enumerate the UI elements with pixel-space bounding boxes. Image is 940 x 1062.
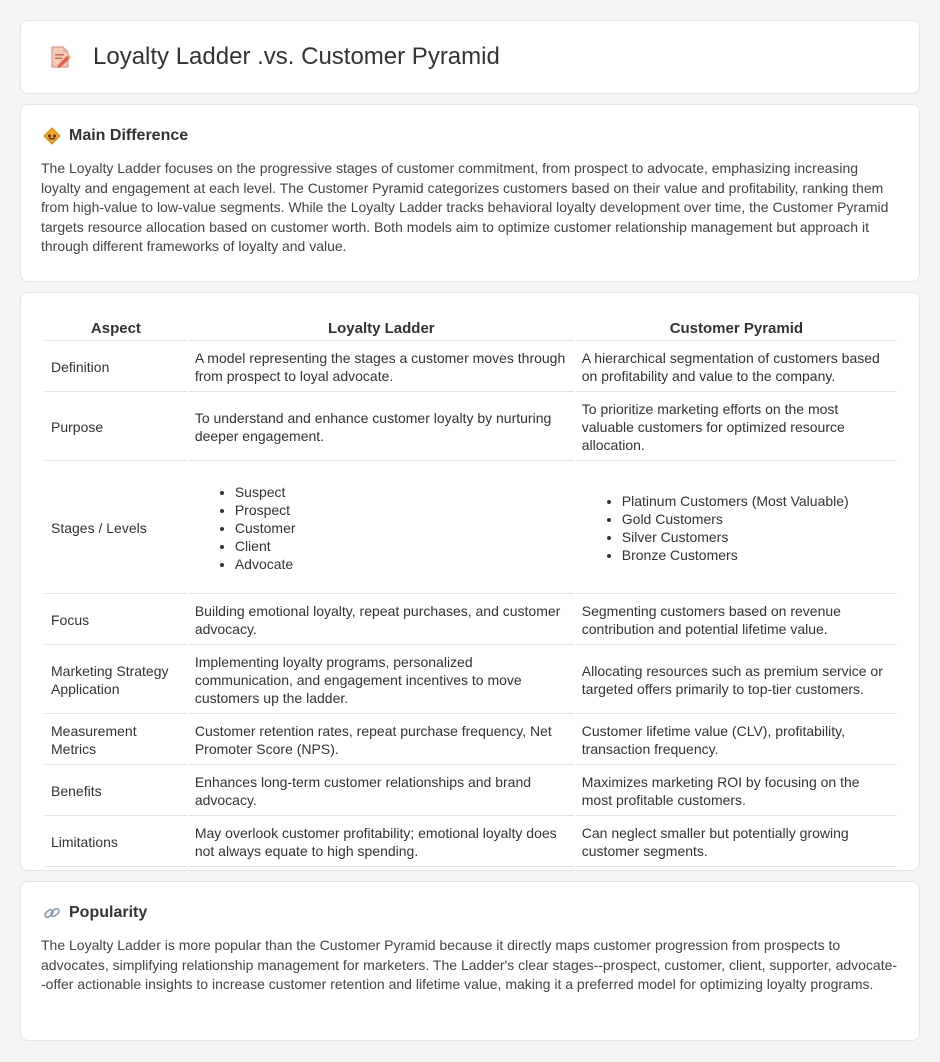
main-difference-heading [21, 105, 919, 145]
row-ladder: To understand and enhance customer loyalty by nurturing deeper engagement. [189, 394, 574, 461]
comparison-table [43, 315, 899, 869]
row-aspect: Limitations [45, 818, 187, 867]
popularity-title: Popularity [69, 904, 148, 921]
row-ladder: Customer retention rates, repeat purchase frequency, Net Promoter Score (NPS). [189, 716, 574, 765]
row-ladder: A model representing the stages a customer moves through from prospect to loyal advocate. [189, 343, 574, 392]
table-row [45, 596, 897, 645]
list-item: • Bronze Customers [622, 546, 891, 564]
table-row [45, 343, 897, 392]
header-loyalty-ladder: Loyalty Ladder [189, 317, 574, 341]
table-row [45, 647, 897, 714]
list-item: • Silver Customers [622, 528, 891, 546]
list-item: • Advocate [235, 555, 568, 573]
comparison-card [20, 292, 920, 871]
row-aspect: Benefits [45, 767, 187, 816]
row-ladder: Enhances long-term customer relationships and brand advocacy. [189, 767, 574, 816]
list-item: • Suspect [235, 483, 568, 501]
page-title: Loyalty Ladder .vs. Customer Pyramid [93, 43, 500, 70]
table-header-row [45, 317, 897, 341]
list-item: • Platinum Customers (Most Valuable) [622, 492, 891, 510]
row-aspect: Purpose [45, 394, 187, 461]
popularity-heading [21, 882, 919, 922]
document-pencil-icon [47, 44, 73, 70]
table-row [45, 767, 897, 816]
row-ladder: May overlook customer profitability; emotional loyalty does not always equate to high spending. [189, 818, 574, 867]
table-row [45, 394, 897, 461]
main-difference-text: The Loyalty Ladder focuses on the progressive stages of customer commitment, from prospect to advocate, emphasizing increasing loyalty and engagement at each level. The Customer Pyramid categorizes customers based on their value and profitability, ranking them from high-value to low-value segments. While the Loyalty Ladder tracks behavioral loyalty development over time, the Customer Pyramid targets resource allocation based on customer worth. Both models aim to optimize customer relationship management but approach it through different frameworks of loyalty and value. [41, 160, 889, 255]
list-item: • Gold Customers [622, 510, 891, 528]
popularity-card [20, 881, 920, 1041]
row-aspect: Stages / Levels [45, 463, 187, 594]
main-difference-card [20, 104, 920, 282]
row-ladder [189, 463, 574, 594]
row-pyramid: Segmenting customers based on revenue contribution and potential lifetime value. [576, 596, 897, 645]
list-item: • Customer [235, 519, 568, 537]
pyramid-levels-list [582, 492, 891, 564]
row-pyramid: To prioritize marketing efforts on the most valuable customers for optimized resource allocation. [576, 394, 897, 461]
row-aspect: Measurement Metrics [45, 716, 187, 765]
table-row [45, 716, 897, 765]
row-aspect: Marketing Strategy Application [45, 647, 187, 714]
diamond-sign-icon [43, 127, 61, 145]
header-aspect: Aspect [45, 317, 187, 341]
main-difference-title: Main Difference [69, 127, 189, 144]
link-icon [43, 904, 61, 922]
ladder-stages-list [195, 483, 568, 573]
title-card [20, 20, 920, 94]
row-aspect: Definition [45, 343, 187, 392]
header-customer-pyramid: Customer Pyramid [576, 317, 897, 341]
row-ladder: Implementing loyalty programs, personalized communication, and engagement incentives to move customers up the ladder. [189, 647, 574, 714]
list-item: • Client [235, 537, 568, 555]
popularity-text: The Loyalty Ladder is more popular than the Customer Pyramid because it directly maps customer progression from prospects to advocates, simplifying relationship management for marketers. The Ladder's clear stages--prospect, customer, client, supporter, advocate--offer actionable insights to increase customer retention and lifetime value, making it a preferred model for optimizing loyalty programs. [41, 937, 898, 993]
row-aspect: Focus [45, 596, 187, 645]
row-pyramid [576, 463, 897, 594]
row-pyramid: A hierarchical segmentation of customers based on profitability and value to the company. [576, 343, 897, 392]
row-pyramid: Maximizes marketing ROI by focusing on the most profitable customers. [576, 767, 897, 816]
table-row [45, 463, 897, 594]
row-ladder: Building emotional loyalty, repeat purchases, and customer advocacy. [189, 596, 574, 645]
table-row [45, 818, 897, 867]
list-item: • Prospect [235, 501, 568, 519]
row-pyramid: Customer lifetime value (CLV), profitability, transaction frequency. [576, 716, 897, 765]
row-pyramid: Can neglect smaller but potentially growing customer segments. [576, 818, 897, 867]
row-pyramid: Allocating resources such as premium service or targeted offers primarily to top-tier customers. [576, 647, 897, 714]
